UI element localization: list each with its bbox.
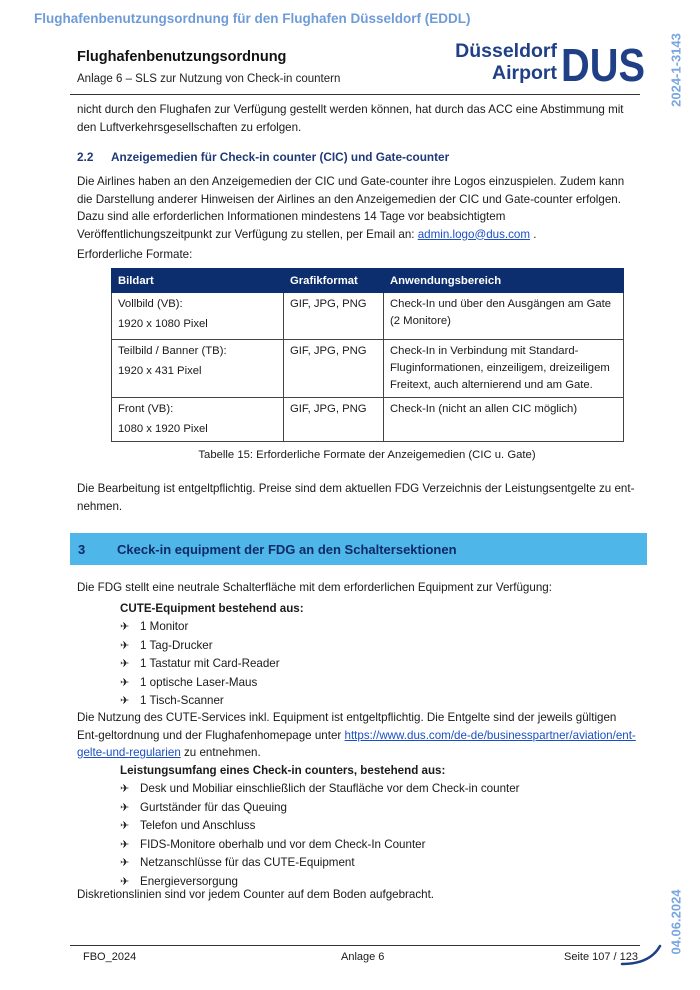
table-cell: GIF, JPG, PNG [284,398,384,442]
cute-heading: CUTE-Equipment bestehend aus: [120,602,304,615]
bildart: Teilbild / Banner (TB): [118,345,227,357]
pixel-size: 1080 x 1920 Pixel [118,423,208,435]
side-date-text: 04.06.2024 [668,889,684,955]
logo-line-1: Düsseldorf [455,40,557,62]
table-cell: Check-In (nicht an allen CIC möglich) [384,398,624,442]
top-title: Flughafenbenutzungsordnung für den Flughafen Düsseldorf (EDDL) [34,11,471,26]
cute-list [120,618,280,711]
airplane-icon: ✈ [120,801,130,814]
airplane-icon: ✈ [120,857,130,870]
section-title: Anzeigemedien für Check-in counter (CIC) und Gate-counter [111,150,450,164]
pixel-size: 1920 x 1080 Pixel [118,318,208,330]
list-item: ✈ FIDS-Monitore oberhalb und vor dem Check-In Counter [120,836,520,855]
section-heading-2-2 [77,150,449,164]
section-title: Ckeck-in equipment der FDG an den Schaltersektionen [117,542,457,557]
airplane-icon: ✈ [120,838,130,851]
closing-paragraph: Diskretionslinien sind vor jedem Counter auf dem Boden aufgebracht. [77,888,435,901]
list-item: ✈ Energieversorgung [120,873,520,892]
footer-left: FBO_2024 [83,951,137,963]
table-cell [112,293,284,340]
list-item: ✈ 1 Tastatur mit Card-Reader [120,655,280,674]
paragraph-text: Die Airlines haben an den Anzeigemedien der CIC und Gate-counter ihre Logos einzuspielen. Zudem kann die Darstellung anderer Hinweisen der Airlines an den Anzeigemedien der CIC und Gate-counter erfolgen. Dazu sind alle erforderlichen Informationen mindestens 14 Tage vor beabsichtigtem Veröffentlichungszeitpunkt zur Verfügung zu stellen, per Email an: [77,175,625,241]
airplane-icon: ✈ [120,658,130,671]
section-3-intro: Die FDG stellt eine neutrale Schalterfläche mit dem erforderlichen Equipment zur Verfügung: [77,581,552,594]
airplane-icon: ✈ [120,875,130,888]
list-item: ✈ 1 Monitor [120,618,280,637]
bildart: Vollbild (VB): [118,298,183,310]
list-item: ✈ Netzanschlüsse für das CUTE-Equipment [120,854,520,873]
pixel-size: 1920 x 431 Pixel [118,365,202,377]
section-3-heading [70,533,647,565]
section-2-2-paragraph [77,173,637,243]
email-link[interactable]: admin.logo@dus.com [417,227,531,241]
table-cell [112,340,284,398]
tariff-link[interactable]: https://www.dus.com/de-de/businesspartner/aviation/ent-gelte-und-regularien [77,728,636,759]
table-cell: Check-In in Verbindung mit Standard-Fluginformationen, einzeiligem, dreizeiligem Freitext, auch alternierend und am Gate. [384,340,624,398]
bildart: Front (VB): [118,403,174,415]
table-row [112,340,624,398]
table-cell: Check-In und über den Ausgängen am Gate (2 Monitore) [384,293,624,340]
table-header-row [112,269,624,293]
column-header: Bildart [112,269,284,293]
airplane-icon: ✈ [120,695,130,708]
dus-logo-mark [561,39,645,91]
footer-page-number: Seite 107 / 123 [564,951,639,963]
doc-title: Flughafenbenutzungsordnung [77,49,287,65]
section-number: 3 [78,542,86,557]
table-row [112,293,624,340]
side-code [666,30,686,110]
side-date [666,884,686,960]
formats-table [111,268,624,442]
service-heading: Leistungsumfang eines Check-in counters, bestehend aus: [120,764,446,777]
footer-swoosh-icon [620,944,664,968]
list-item: ✈ 1 optische Laser-Maus [120,674,280,693]
paragraph-text: Die Nutzung des CUTE-Services inkl. Equipment ist entgeltpflichtig. Die Entgelte sind der jeweils gültigen Ent-geltordnung und der Flughafenhomepage unter [77,711,617,742]
list-item: ✈ 1 Tag-Drucker [120,637,280,656]
formats-label: Erforderliche Formate: [77,248,193,261]
doc-subtitle: Anlage 6 – SLS zur Nutzung von Check-in countern [77,73,341,85]
footer-divider [70,945,640,946]
column-header: Grafikformat [284,269,384,293]
airplane-icon: ✈ [120,783,130,795]
table-cell: GIF, JPG, PNG [284,293,384,340]
table-caption: Tabelle 15: Erforderliche Formate der Anzeigemedien (CIC u. Gate) [198,449,536,461]
column-header: Anwendungsbereich [384,269,624,293]
side-code-text: 2024-1-3143 [668,33,684,107]
table-row [112,398,624,442]
pricing-paragraph: Die Bearbeitung ist entgeltpflichtig. Preise sind dem aktuellen FDG Verzeichnis der Leistungsentgelte zu ent-nehmen. [77,482,635,513]
footer-center: Anlage 6 [341,951,385,963]
logo-mark-text: DUS [561,39,645,91]
email-suffix: . [530,227,537,241]
service-list [120,780,520,892]
airplane-icon: ✈ [120,639,130,652]
dus-logo [445,39,645,91]
list-item: ✈ Telefon und Anschluss [120,817,520,836]
table-cell: GIF, JPG, PNG [284,340,384,398]
section-number: 2.2 [77,150,94,164]
logo-line-2: Airport [492,62,557,84]
airplane-icon: ✈ [120,676,130,689]
cute-paragraph [77,709,637,762]
list-item: ✈ Desk und Mobiliar einschließlich der Stauflächе vor dem Check-in counter [120,780,520,799]
airplane-icon: ✈ [120,621,130,633]
table-cell [112,398,284,442]
link-suffix: zu entnehmen. [180,746,261,759]
list-item: ✈ 1 Tisch-Scanner [120,692,280,711]
intro-paragraph: nicht durch den Flughafen zur Verfügung gestellt werden können, hat durch das ACC eine Abstimmung mit den Luftverkehrsgesellschaften zu erfolgen. [77,103,624,134]
logo-text [455,40,557,84]
list-item: ✈ Gurtständer für das Queuing [120,799,520,818]
header-divider [70,94,640,95]
airplane-icon: ✈ [120,820,130,833]
